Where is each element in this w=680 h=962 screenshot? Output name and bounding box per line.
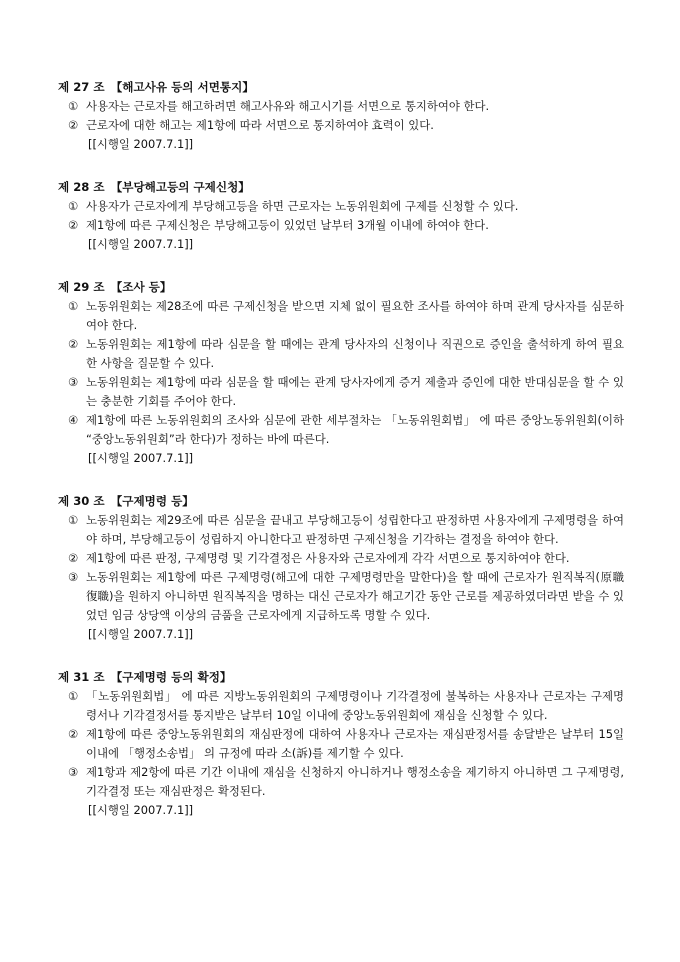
article-title: 【구제명령 등】 <box>110 494 194 508</box>
paragraph-text: 노동위원회는 제28조에 따른 구제신청을 받으면 지체 없이 필요한 조사를 하여야 하며 관계 당사자를 심문하여야 한다. <box>86 299 624 332</box>
paragraph <box>58 411 624 449</box>
paragraph-marker: ② <box>68 551 79 565</box>
paragraph-text: 노동위원회는 제29조에 따른 심문을 끝내고 부당해고등이 성립한다고 판정하면 사용자에게 구제명령을 하여야 하며, 부당해고등이 성립하지 아니한다고 판정하면 구제신청을 기각하는 결정을 하여야 한다. <box>86 513 624 546</box>
paragraph-marker: ③ <box>68 375 79 389</box>
paragraph-marker: ③ <box>68 765 79 779</box>
paragraph-marker: ① <box>68 299 79 313</box>
effective-date: [[시행일 2007.7.1]] <box>88 627 194 641</box>
paragraph <box>58 97 624 116</box>
article-heading <box>58 492 624 511</box>
paragraph <box>58 116 624 135</box>
paragraph-text: 제1항에 따른 판정, 구제명령 및 기각결정은 사용자와 근로자에게 각각 서면으로 통지하여야 한다. <box>86 551 570 565</box>
paragraph <box>58 725 624 763</box>
paragraph <box>58 511 624 549</box>
paragraph-text: 제1항과 제2항에 따른 기간 이내에 재심을 신청하지 아니하거나 행정소송을 제기하지 아니하면 그 구제명령, 기각결정 또는 재심판정은 확정된다. <box>86 765 624 798</box>
article-28 <box>58 178 624 254</box>
article-number: 제 27 조 <box>58 80 105 94</box>
paragraph-marker: ② <box>68 218 79 232</box>
paragraph <box>58 197 624 216</box>
paragraph <box>58 549 624 568</box>
article-number: 제 30 조 <box>58 494 105 508</box>
article-heading <box>58 78 624 97</box>
paragraph-marker: ③ <box>68 570 79 584</box>
paragraph-text: 근로자에 대한 해고는 제1항에 따라 서면으로 통지하여야 효력이 있다. <box>86 118 434 132</box>
paragraph <box>58 335 624 373</box>
paragraph-marker: ② <box>68 727 79 741</box>
paragraph <box>58 216 624 235</box>
paragraph-text: 노동위원회는 제1항에 따라 심문을 할 때에는 관계 당사자의 신청이나 직권으로 증인을 출석하게 하여 필요한 사항을 질문할 수 있다. <box>86 337 624 370</box>
paragraph-marker: ① <box>68 689 79 703</box>
article-number: 제 29 조 <box>58 280 105 294</box>
paragraph-text: 「노동위원회법」 에 따른 지방노동위원회의 구제명령이나 기각결정에 불복하는 사용자나 근로자는 구제명령서나 기각결정서를 통지받은 날부터 10일 이내에 중앙노동위원회에 재심을 신청할 수 있다. <box>86 689 624 722</box>
effective-date: [[시행일 2007.7.1]] <box>88 237 194 251</box>
article-number: 제 28 조 <box>58 180 105 194</box>
paragraph-text: 제1항에 따른 구제신청은 부당해고등이 있었던 날부터 3개월 이내에 하여야 한다. <box>86 218 489 232</box>
paragraph-marker: ① <box>68 513 79 527</box>
paragraph <box>58 763 624 801</box>
article-31 <box>58 668 624 820</box>
paragraph-text: 사용자가 근로자에게 부당해고등을 하면 근로자는 노동위원회에 구제를 신청할 수 있다. <box>86 199 519 213</box>
article-title: 【해고사유 등의 서면통지】 <box>110 80 254 94</box>
article-title: 【조사 등】 <box>110 280 172 294</box>
article-heading <box>58 178 624 197</box>
paragraph-text: 제1항에 따른 중앙노동위원회의 재심판정에 대하여 사용자나 근로자는 재심판정서를 송달받은 날부터 15일 이내에 「행정소송법」 의 규정에 따라 소(訴)를 제기할 수 있다. <box>86 727 624 760</box>
paragraph-text: 제1항에 따른 노동위원회의 조사와 심문에 관한 세부절차는 「노동위원회법」 에 따른 중앙노동위원회(이하 “중앙노동위원회”라 한다)가 정하는 바에 따른다. <box>86 413 624 446</box>
article-title: 【부당해고등의 구제신청】 <box>110 180 250 194</box>
paragraph-text: 사용자는 근로자를 해고하려면 해고사유와 해고시기를 서면으로 통지하여야 한다. <box>86 99 490 113</box>
article-heading <box>58 668 624 687</box>
paragraph-marker: ④ <box>68 413 79 427</box>
paragraph-marker: ② <box>68 337 79 351</box>
paragraph <box>58 687 624 725</box>
article-heading <box>58 278 624 297</box>
article-30 <box>58 492 624 644</box>
paragraph-text: 노동위원회는 제1항에 따라 심문을 할 때에는 관계 당사자에게 증거 제출과 증인에 대한 반대심문을 할 수 있는 충분한 기회를 주어야 한다. <box>86 375 624 408</box>
paragraph <box>58 568 624 625</box>
article-number: 제 31 조 <box>58 670 105 684</box>
article-27 <box>58 78 624 154</box>
paragraph <box>58 297 624 335</box>
paragraph <box>58 373 624 411</box>
paragraph-marker: ① <box>68 199 79 213</box>
effective-date: [[시행일 2007.7.1]] <box>88 137 194 151</box>
effective-date: [[시행일 2007.7.1]] <box>88 803 194 817</box>
paragraph-text: 노동위원회는 제1항에 따른 구제명령(해고에 대한 구제명령만을 말한다)을 할 때에 근로자가 원직복직(原職復職)을 원하지 아니하면 원직복직을 명하는 대신 근로자가 해고기간 동안 근로를 제공하였더라면 받을 수 있었던 임금 상당액 이상의 금품을 근로자에게 지급하도록 명할 수 있다. <box>86 570 624 622</box>
article-29 <box>58 278 624 468</box>
paragraph-marker: ① <box>68 99 79 113</box>
paragraph-marker: ② <box>68 118 79 132</box>
article-title: 【구제명령 등의 확정】 <box>110 670 232 684</box>
effective-date: [[시행일 2007.7.1]] <box>88 451 194 465</box>
